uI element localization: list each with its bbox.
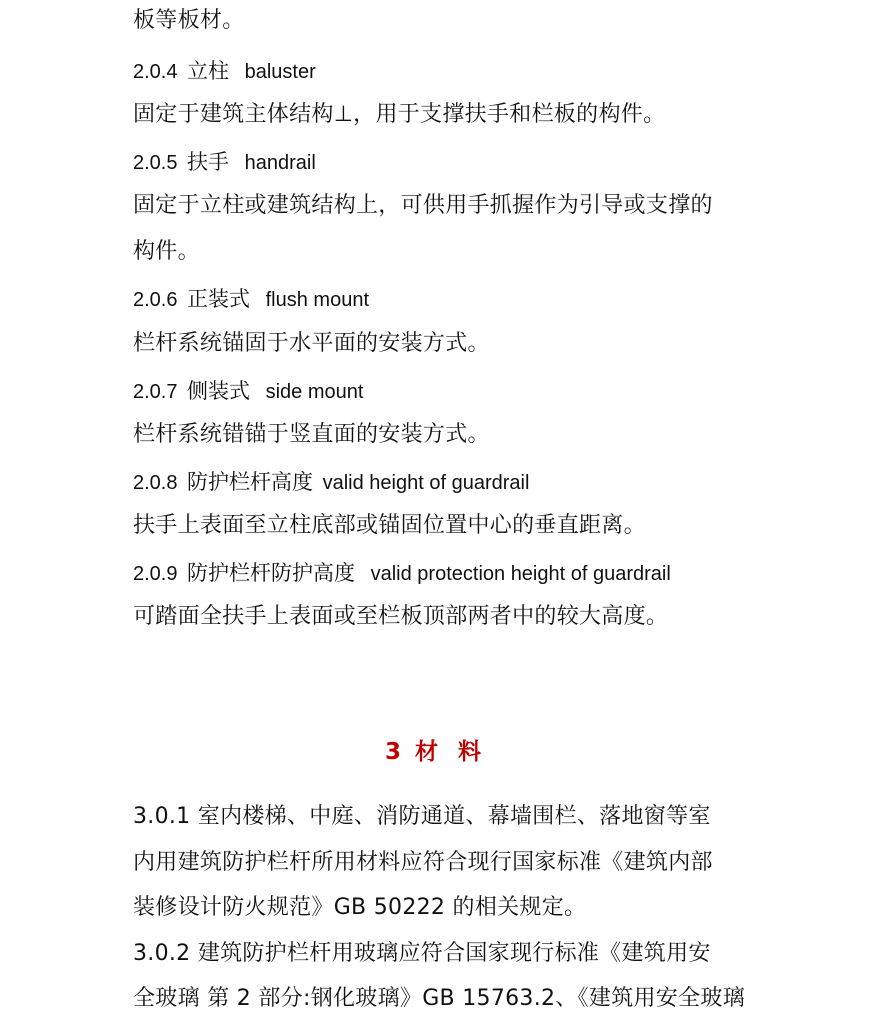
term-number: 2.0.9: [133, 563, 178, 585]
text-line: 板等板材。: [133, 8, 245, 33]
term-number: 2.0.5: [133, 152, 178, 174]
definition-text: 栏杆系统锚固于水平面的安装方式。: [133, 331, 490, 356]
term-number: 2.0.6: [133, 289, 178, 311]
term-entry-2-0-5: [133, 147, 316, 178]
term-entry-2-0-4: [133, 56, 316, 87]
term-number: 2.0.4: [133, 61, 178, 83]
term-entry-2-0-8: [133, 467, 529, 498]
chapter-heading: [0, 733, 872, 766]
paragraph-line: 内用建筑防护栏杆所用材料应符合现行国家标准《建筑内部: [133, 850, 713, 875]
paragraph-line: 装修设计防火规范》GB 50222 的相关规定。: [133, 895, 587, 920]
term-english: flush mount: [265, 289, 369, 311]
term-english: valid height of guardrail: [322, 472, 530, 494]
term-number: 2.0.8: [133, 472, 178, 494]
definition-text: 构件。: [133, 239, 200, 264]
term-chinese: 立柱: [187, 59, 230, 83]
term-chinese: 扶手: [187, 150, 230, 174]
term-chinese: 侧装式: [187, 379, 251, 403]
term-chinese: 正装式: [187, 287, 251, 311]
term-chinese: 防护栏杆防护高度: [187, 561, 356, 585]
term-english: baluster: [244, 61, 316, 83]
paragraph-line: 3.0.2 建筑防护栏杆用玻璃应符合国家现行标准《建筑用安: [133, 941, 711, 966]
term-entry-2-0-6: [133, 284, 369, 315]
chapter-number: 3: [384, 739, 407, 765]
definition-text: 固定于立柱或建筑结构上，可供用手抓握作为引导或支撑的: [133, 193, 713, 218]
definition-text: 扶手上表面至立柱底部或锚固位置中心的垂直距离。: [133, 513, 646, 538]
term-english: handrail: [244, 152, 316, 174]
term-english: side mount: [265, 381, 364, 403]
term-entry-2-0-7: [133, 376, 363, 407]
paragraph-line: 全玻璃 第 2 部分:钢化玻璃》GB 15763.2、《建筑用安全玻璃: [133, 986, 745, 1011]
term-number: 2.0.7: [133, 381, 178, 403]
term-english: valid protection height of guardrail: [370, 563, 671, 585]
paragraph-line: 3.0.1 室内楼梯、中庭、消防通道、幕墙围栏、落地窗等室: [133, 804, 711, 829]
term-chinese: 防护栏杆高度: [187, 470, 314, 494]
definition-text: 栏杆系统错锚于竖直面的安装方式。: [133, 422, 490, 447]
definition-text: 固定于建筑主体结构⊥，用于支撑扶手和栏板的构件。: [133, 102, 666, 127]
term-entry-2-0-9: [133, 558, 671, 589]
definition-text: 可踏面全扶手上表面或至栏板顶部两者中的较大高度。: [133, 604, 669, 629]
chapter-title: 材 料: [415, 739, 488, 765]
